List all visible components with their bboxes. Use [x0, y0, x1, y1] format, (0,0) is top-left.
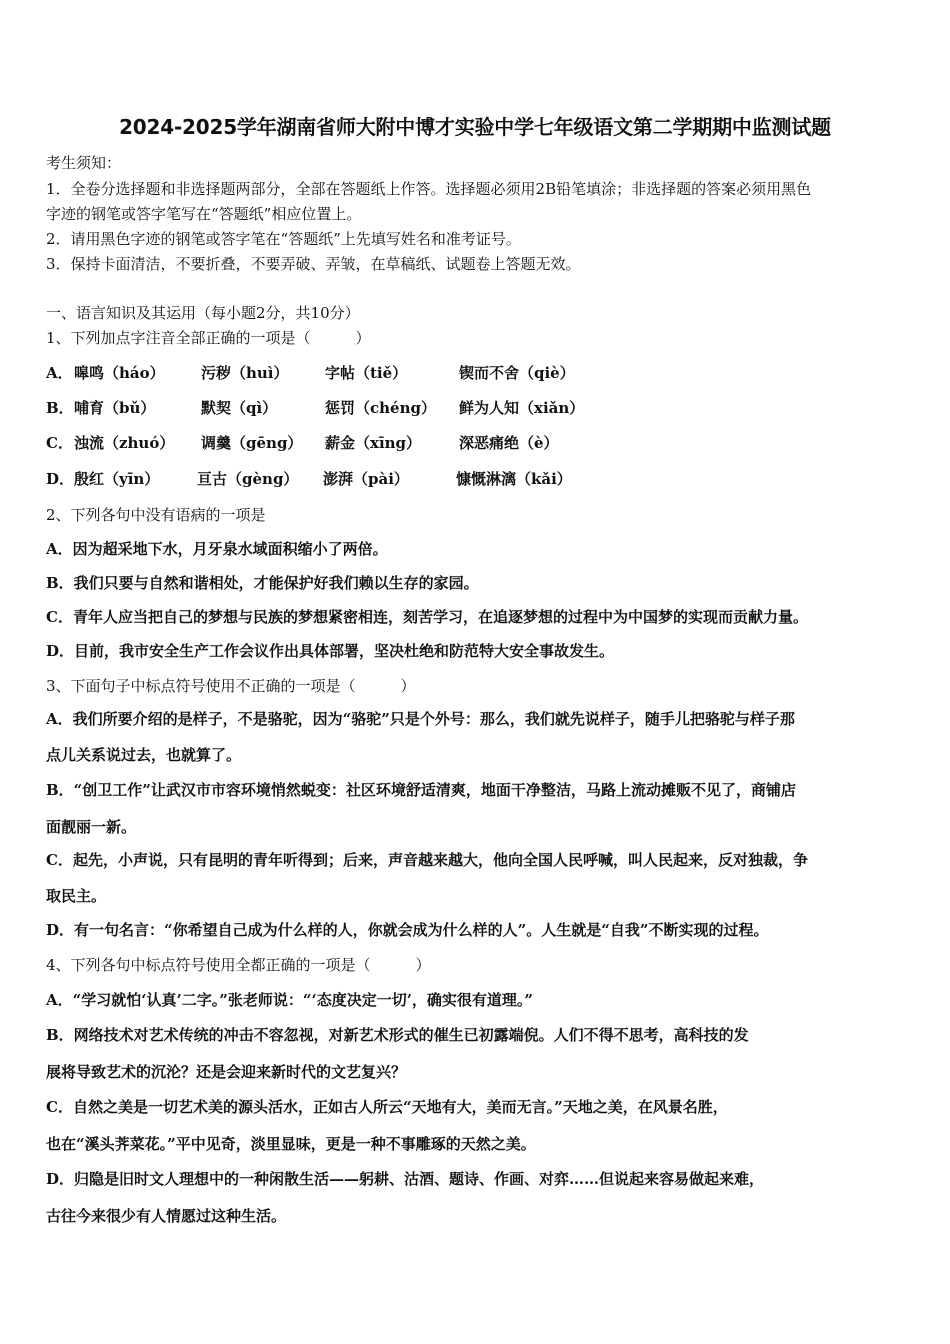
q4-option-c[interactable]: C．自然之美是一切艺术美的源头活水，正如古人所云“天地有大，美而无言。”天地之美，在风景名胜，	[46, 1098, 728, 1116]
q3-option-d[interactable]: D．有一句名言：“你希望自己成为什么样的人，你就会成为什么样的人”。人生就是“自我”不断实现的过程。	[46, 921, 769, 939]
question-4-stem: 4、下列各句中标点符号使用全都正确的一项是（ ）	[46, 956, 431, 974]
option-label: B．	[46, 399, 74, 417]
notice-item: 字迹的钢笔或答字笔写在“答题纸”相应位置上。	[46, 205, 362, 223]
q2-option-a[interactable]: A．因为超采地下水，月牙泉水域面积缩小了两倍。	[46, 540, 388, 558]
q1-option-a[interactable]	[46, 362, 575, 383]
q3-option-c-cont: 取民主。	[46, 887, 107, 905]
option-word: 字帖（tiě）	[325, 364, 408, 382]
option-word: 殷红（yīn）	[74, 470, 160, 488]
q2-option-c[interactable]: C．青年人应当把自己的梦想与民族的梦想紧密相连，刻苦学习，在追逐梦想的过程中为中国梦的实现而贡献力量。	[46, 608, 808, 626]
q4-option-b-cont: 展将导致艺术的沉沦？还是会迎来新时代的文艺复兴？	[46, 1063, 407, 1081]
option-label: D．	[46, 470, 75, 488]
question-2-stem: 2、下列各句中没有语病的一项是	[46, 506, 266, 524]
option-word: 哺育（bǔ）	[74, 399, 156, 417]
q4-option-b[interactable]: B．网络技术对艺术传统的冲击不容忽视，对新艺术形式的催生已初露端倪。人们不得不思考，高科技的发	[46, 1026, 749, 1044]
option-word: 锲而不舍（qiè）	[459, 364, 575, 382]
section-heading: 一、语言知识及其运用（每小题2分，共10分）	[46, 304, 360, 322]
option-label: C．	[46, 434, 73, 452]
page-title: 2024-2025学年湖南省师大附中博才实验中学七年级语文第二学期期中监测试题	[119, 115, 831, 139]
option-word: 嗥鸣（háo）	[74, 364, 165, 382]
question-3-stem: 3、下面句子中标点符号使用不正确的一项是（ ）	[46, 677, 416, 695]
option-word: 调羹（gēng）	[201, 434, 303, 452]
option-word: 默契（qì）	[201, 399, 278, 417]
option-label: A．	[46, 364, 73, 382]
q1-option-c[interactable]	[46, 432, 559, 453]
q3-option-b-cont: 面靓丽一新。	[46, 818, 137, 836]
option-word: 浊流（zhuó）	[74, 434, 175, 452]
notice-item: 3．保持卡面清洁，不要折叠，不要弄破、弄皱，在草稿纸、试题卷上答题无效。	[46, 255, 581, 273]
option-word: 亘古（gèng）	[197, 470, 299, 488]
q3-option-a-cont: 点儿关系说过去，也就算了。	[46, 746, 242, 764]
q2-option-b[interactable]: B．我们只要与自然和谐相处，才能保护好我们赖以生存的家园。	[46, 574, 479, 592]
q4-option-c-cont: 也在“溪头荠菜花。”平中见奇，淡里显味，更是一种不事雕琢的天然之美。	[46, 1135, 536, 1153]
option-word: 澎湃（pài）	[323, 470, 409, 488]
notice-heading: 考生须知：	[46, 154, 122, 172]
option-word: 惩罚（chéng）	[325, 399, 436, 417]
q4-option-d-cont: 古往今来很少有人情愿过这种生活。	[46, 1207, 287, 1225]
q3-option-a[interactable]: A．我们所要介绍的是样子，不是骆驼，因为“骆驼”只是个外号：那么，我们就先说样子，随手儿把骆驼与样子那	[46, 710, 795, 728]
q3-option-b[interactable]: B．“创卫工作”让武汉市市容环境悄然蜕变：社区环境舒适清爽，地面干净整洁，马路上流动摊贩不见了，商铺店	[46, 781, 796, 799]
option-word: 薪金（xīng）	[325, 434, 422, 452]
option-word: 污秽（huì）	[201, 364, 289, 382]
q1-option-b[interactable]	[46, 397, 584, 418]
q4-option-d[interactable]: D．归隐是旧时文人理想中的一种闲散生活——躬耕、沽酒、题诗、作画、对弈……但说起来容易做起来难，	[46, 1170, 765, 1188]
q2-option-d[interactable]: D．目前，我市安全生产工作会议作出具体部署，坚决杜绝和防范特大安全事故发生。	[46, 642, 615, 660]
q4-option-a[interactable]: A．“学习就怕‘认真’二字。”张老师说：“‘态度决定一切’，确实很有道理。”	[46, 991, 534, 1009]
notice-item: 2．请用黑色字迹的钢笔或答字笔在“答题纸”上先填写姓名和准考证号。	[46, 230, 521, 248]
option-word: 慷慨淋漓（kǎi）	[456, 470, 572, 488]
q1-option-d[interactable]	[46, 468, 572, 489]
option-word: 鲜为人知（xiǎn）	[459, 399, 585, 417]
notice-item: 1．全卷分选择题和非选择题两部分，全部在答题纸上作答。选择题必须用2B铅笔填涂；非选择题的答案必须用黑色	[46, 180, 812, 198]
option-word: 深恶痛绝（è）	[459, 434, 559, 452]
question-1-stem: 1、下列加点字注音全部正确的一项是（ ）	[46, 329, 371, 347]
q3-option-c[interactable]: C．起先，小声说，只有昆明的青年听得到；后来，声音越来越大，他向全国人民呼喊，叫人民起来，反对独裁，争	[46, 851, 808, 869]
